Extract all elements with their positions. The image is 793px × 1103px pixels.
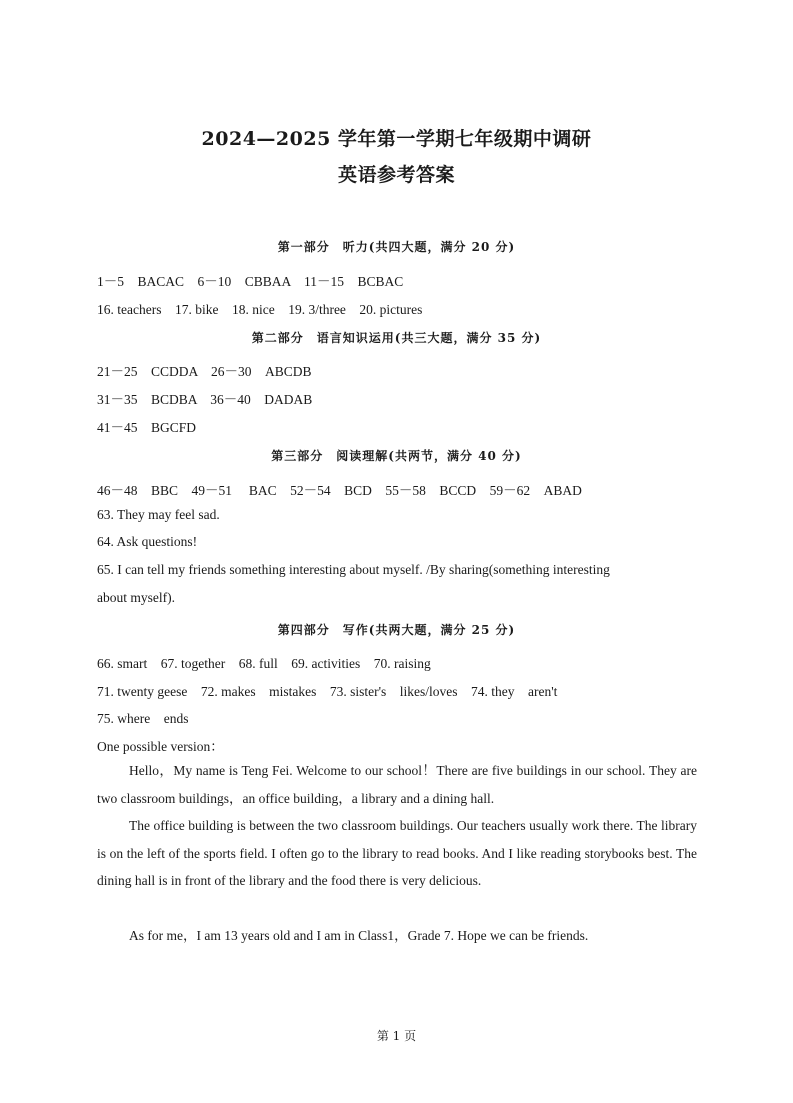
section-heading-listening: 第一部分 听力(共四大题，满分 20 分) (277, 240, 516, 254)
answer-line: 64. Ask questions! (97, 534, 198, 549)
answer-line: 41－45 BGCFD (97, 420, 197, 435)
essay-paragraph: The office building is between the two classroom buildings. Our teachers usually work there. The library is on the left of the sports field. I often go to the library to read books. And I like reading storybooks best. The dining hall is in front of the library and the food there is very delicious. (97, 818, 697, 888)
essay-intro: One possible version： (97, 739, 224, 754)
essay-paragraph: As for me，I am 13 years old and I am in Class1，Grade 7. Hope we can be friends. (129, 928, 589, 943)
answer-line: 75. where ends (97, 711, 189, 726)
answer-line: 16. teachers 17. bike 18. nice 19. 3/three 20. pictures (97, 302, 423, 317)
answer-line: 21－25 CCDDA 26－30 ABCDB (97, 364, 312, 379)
page-title: 2024—2025 学年第一学期七年级期中调研 (201, 128, 592, 150)
answer-line: 46－48 BBC 49－51 BAC 52－54 BCD 55－58 BCCD 59－62 ABAD (97, 483, 582, 498)
essay-paragraph: Hello，My name is Teng Fei. Welcome to our school！There are five buildings in our school. They are two classroom buildings，an office building，a library and a dining hall. (97, 763, 697, 806)
section-heading-reading: 第三部分 阅读理解(共两节，满分 40 分) (271, 449, 522, 463)
answer-line: 71. twenty geese 72. makes mistakes 73. sister's likes/loves 74. they aren't (97, 684, 558, 699)
answer-line: about myself). (97, 590, 175, 605)
section-heading-language: 第二部分 语言知识运用(共三大题，满分 35 分) (251, 331, 542, 345)
page-number: 第 1 页 (376, 1029, 417, 1043)
answer-line: 31－35 BCDBA 36－40 DADAB (97, 392, 313, 407)
answer-line: 65. I can tell my friends something interesting about myself. /By sharing(something interesting (97, 562, 610, 577)
section-heading-writing: 第四部分 写作(共两大题，满分 25 分) (277, 623, 516, 637)
answer-line: 63. They may feel sad. (97, 507, 220, 522)
answer-line: 66. smart 67. together 68. full 69. activities 70. raising (97, 656, 431, 671)
page-subtitle: 英语参考答案 (337, 164, 455, 186)
answer-line: 1－5 BACAC 6－10 CBBAA 11－15 BCBAC (97, 274, 404, 289)
